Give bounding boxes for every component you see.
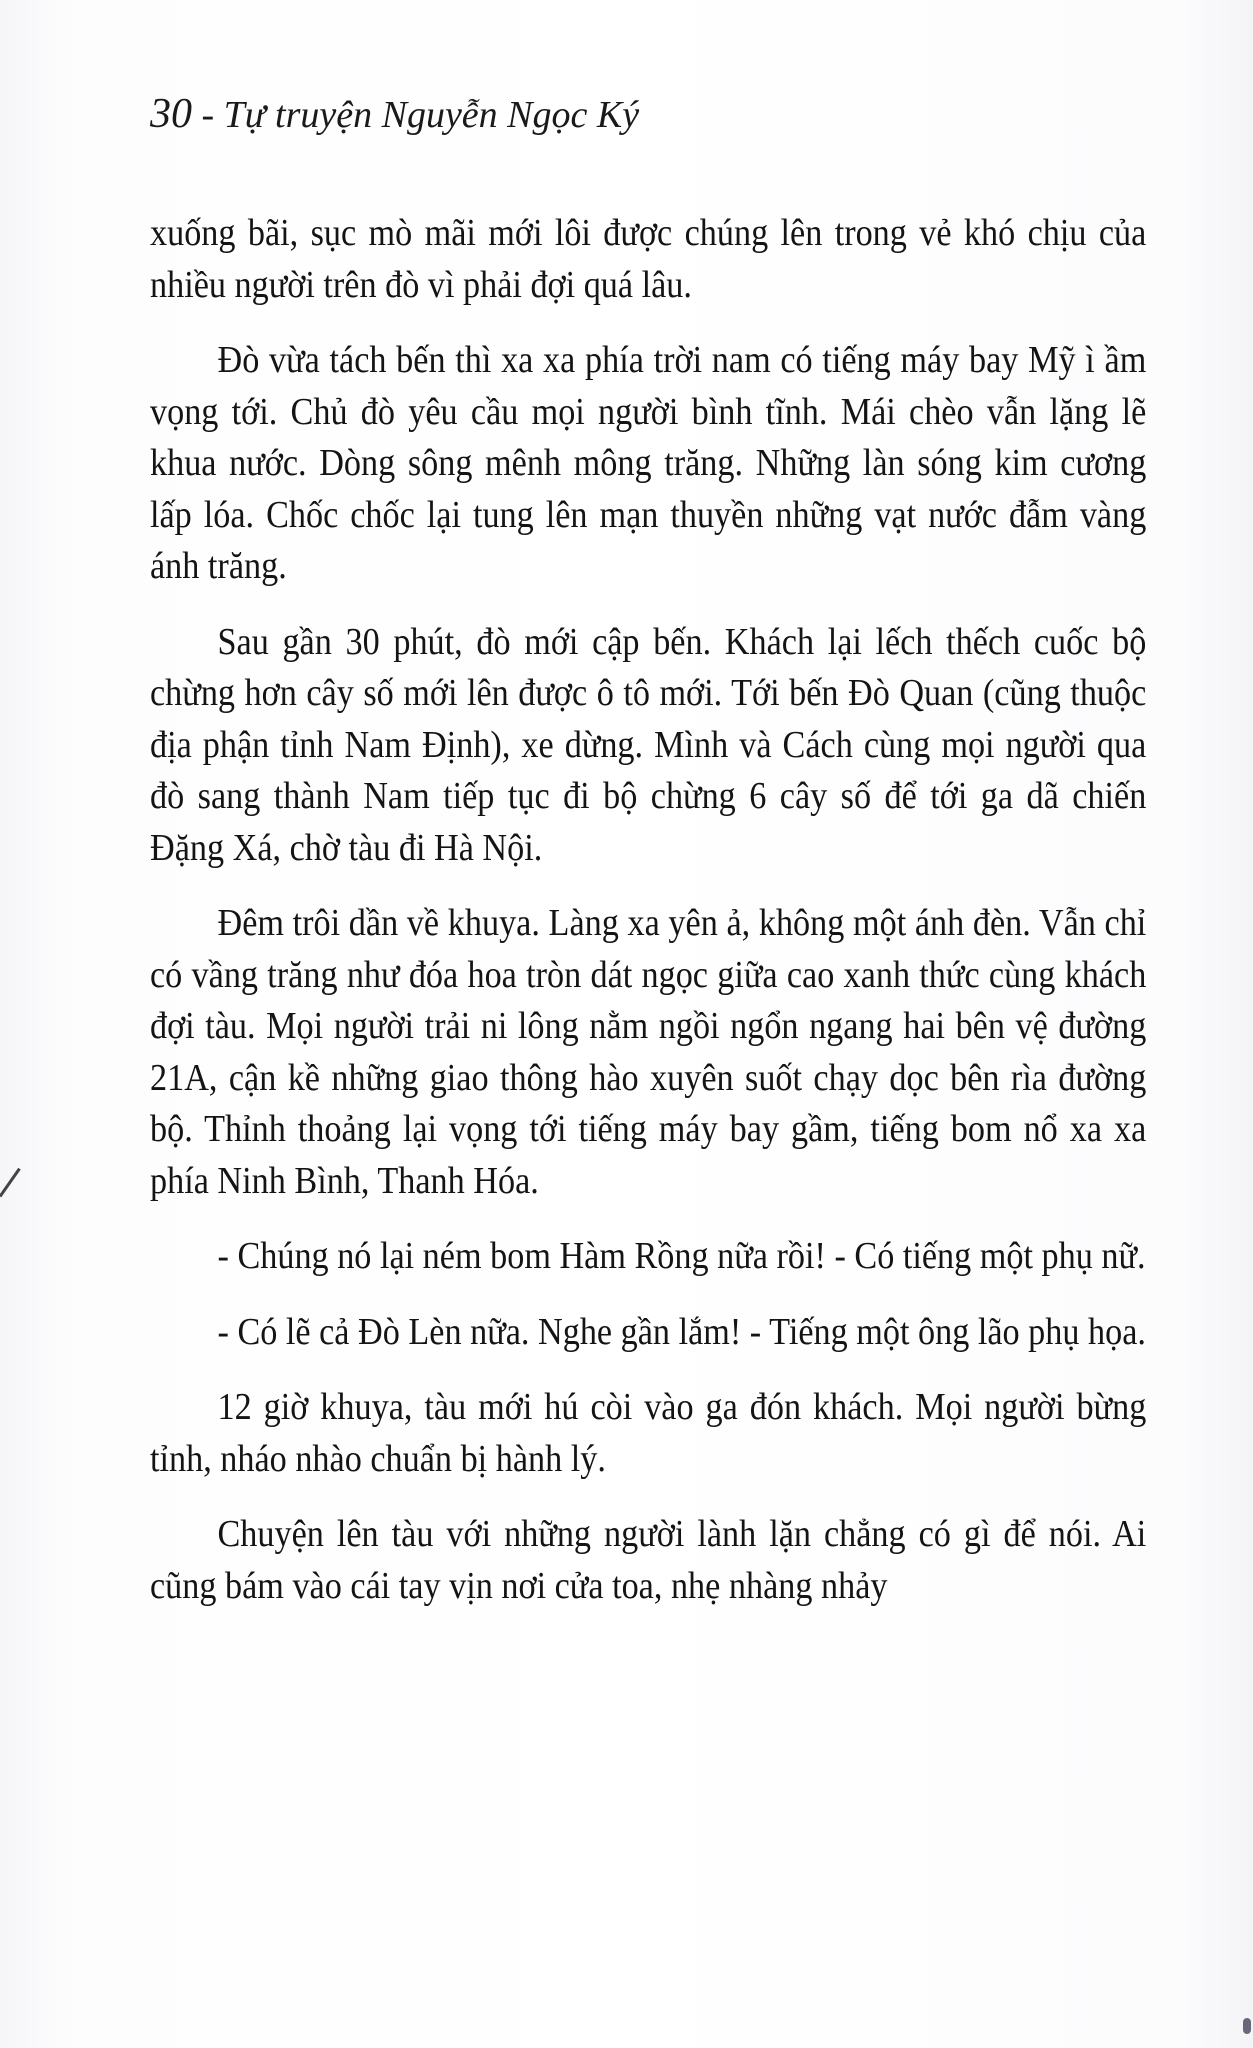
dialogue-paragraph: - Có lẽ cả Đò Lèn nữa. Nghe gần lắm! - Tiếng một ông lão phụ họa. [217, 1310, 1146, 1353]
page-edge-mark [0, 1168, 21, 1198]
paragraph: Đêm trôi dần về khuya. Làng xa yên ả, không một ánh đèn. Vẫn chỉ có vầng trăng như đóa hoa tròn dát ngọc giữa cao xanh thức cùng khách đợi tàu. Mọi người trải ni lông nằm ngồi ngổn ngang hai bên vệ đường 21A, cận kề những giao thông hào xuyên suốt chạy dọc bên rìa đường bộ. Thỉnh thoảng lại vọng tới tiếng máy bay gầm, tiếng bom nổ xa xa phía Ninh Bình, Thanh Hóa. [150, 902, 1147, 1202]
paragraph: Đò vừa tách bến thì xa xa phía trời nam có tiếng máy bay Mỹ ì ầm vọng tới. Chủ đò yêu cầu mọi người bình tĩnh. Mái chèo vẫn lặng lẽ khua nước. Dòng sông mênh mông trăng. Những làn sóng kim cương lấp lóa. Chốc chốc lại tung lên mạn thuyền những vạt nước đẫm vàng ánh trăng. [150, 339, 1147, 587]
running-header [150, 90, 639, 138]
header-separator: - [192, 94, 224, 136]
body-text [150, 208, 1146, 1636]
paragraph: 12 giờ khuya, tàu mới hú còi vào ga đón khách. Mọi người bừng tỉnh, nháo nhào chuẩn bị hành lý. [150, 1386, 1147, 1480]
dialogue-paragraph: - Chúng nó lại ném bom Hàm Rồng nữa rồi! - Có tiếng một phụ nữ. [217, 1235, 1146, 1277]
paragraph: Chuyện lên tàu với những người lành lặn chẳng có gì để nói. Ai cũng bám vào cái tay vịn nơi cửa toa, nhẹ nhàng nhảy [150, 1513, 1147, 1607]
running-title: Tự truyện Nguyễn Ngọc Ký [223, 94, 640, 136]
page-corner-mark [1243, 2018, 1251, 2034]
page-number: 30 [150, 91, 192, 137]
paragraph-continued: xuống bãi, sục mò mãi mới lôi được chúng lên trong vẻ khó chịu của nhiều người trên đò vì phải đợi quá lâu. [150, 212, 1147, 306]
paragraph: Sau gần 30 phút, đò mới cập bến. Khách lại lếch thếch cuốc bộ chừng hơn cây số mới lên được ô tô mới. Tới bến Đò Quan (cũng thuộc địa phận tỉnh Nam Định), xe dừng. Mình và Cách cùng mọi người qua đò sang thành Nam tiếp tục đi bộ chừng 6 cây số để tới ga dã chiến Đặng Xá, chờ tàu đi Hà Nội. [150, 620, 1147, 869]
